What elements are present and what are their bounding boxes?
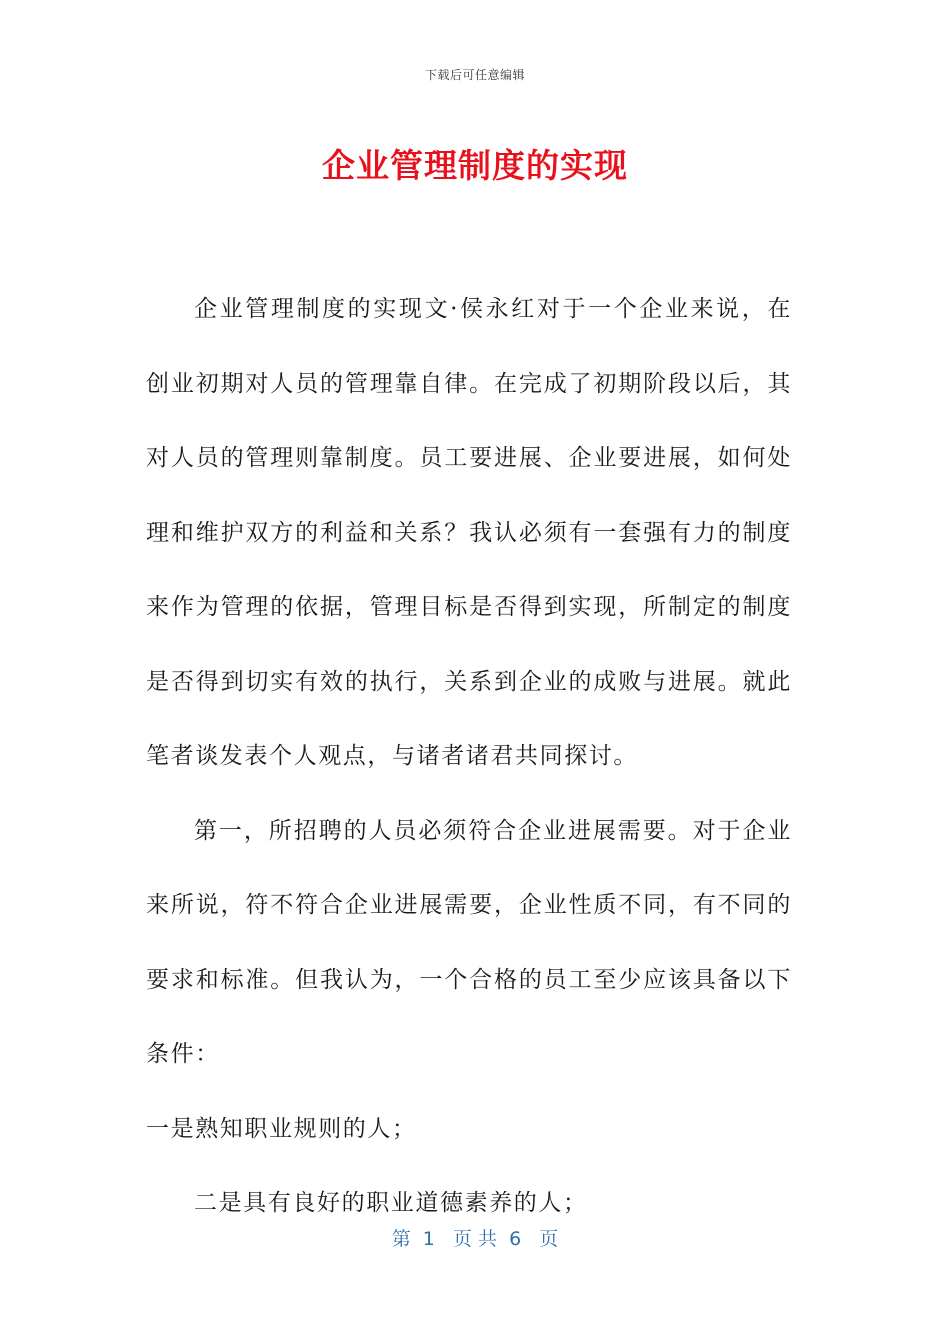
header-note: 下载后可任意编辑 bbox=[424, 68, 525, 82]
paragraph-intro: 企业管理制度的实现文·侯永红对于一个企业来说，在创业初期对人员的管理靠自律。在完成了初期阶段以后，其对人员的管理则靠制度。员工要进展、企业要进展，如何处理和维护双方的利益和关系？我认必须有一套强有力的制度来作为管理的依据，管理目标是否得到实现，所制定的制度是否得到切实有效的执行，关系到企业的成败与进展。就此笔者谈发表个人观点，与诸者诸君共同探讨。 bbox=[146, 296, 792, 769]
document-body bbox=[146, 272, 792, 1241]
paragraph-condition-one: 一是熟知职业规则的人； bbox=[146, 1115, 417, 1142]
paragraph-first-point: 第一，所招聘的人员必须符合企业进展需要。对于企业来所说，符不符合企业进展需要，企业性质不同，有不同的要求和标准。但我认为，一个合格的员工至少应该具备以下条件： bbox=[146, 817, 792, 1067]
page-number-footer: 第 1 页 共 6 页 bbox=[391, 1228, 559, 1250]
document-title: 企业管理制度的实现 bbox=[322, 146, 628, 185]
paragraph-condition-two: 二是具有良好的职业道德素养的人； bbox=[194, 1190, 588, 1216]
